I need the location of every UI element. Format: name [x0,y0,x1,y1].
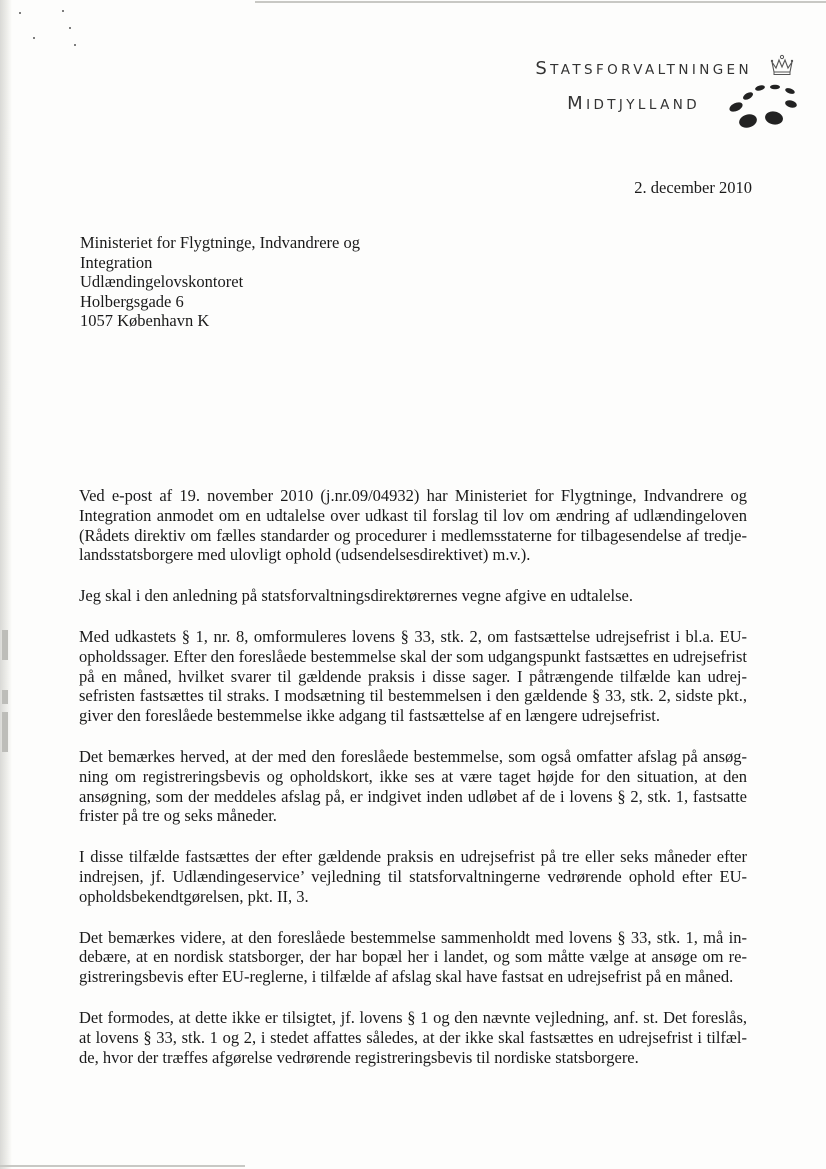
scan-edge [0,0,12,1169]
agency-region [567,93,700,114]
scan-artifact [2,712,8,752]
agency-name-text: STATSFORVALTNINGEN [535,58,752,79]
scan-speck [19,12,21,14]
recipient-line: Ministeriet for Flygtninge, Indvandrere og [80,233,360,252]
scan-border-top [255,1,826,3]
scan-speck [74,44,76,46]
agency-name [535,58,752,79]
dots-logo-icon [728,82,800,132]
scan-artifact [2,690,8,704]
body-paragraph: Med udkastets § 1, nr. 8, omformuleres lovens § 33, stk. 2, om fastsættelse udrejsefrist i bl.a. EU-opholdssager. Efter den foreslåede bestemmelse skal der som udgangspunkt fastsættes en udrejsefrist på en måned, hvilket svarer til gældende praksis i disse sager. I påtrængende tilfælde kan udrejsefristen fastsættes til straks. I modsætning til bestemmelsen i den gældende § 33, stk. 2, sidste pkt., giver den foreslåede bestemmelse ikke adgang til fastsættelse af en længere udrejsefrist. [79,626,747,726]
crown-icon [769,54,795,76]
recipient-line: Holbergsgade 6 [80,291,184,311]
body-paragraph: Det formodes, at dette ikke er tilsigtet, jf. lovens § 1 og den nævnte vejledning, anf. st. Det foreslås, at lovens § 33, stk. 1 og 2, i stedet affattes således, at der ikke skal fastsættes en udrejsefrist i tilfælde, hvor der træffes afgørelse vedrørende registreringsbevis til nordiske statsborgere. [79,1007,747,1067]
body-paragraph: Det bemærkes herved, at der med den foreslåede bestemmelse, som også omfatter afslag på ansøgning om registreringsbevis og opholdskort, ikke ses at være taget højde for den situation, at den ansøgning, som der meddeles afslag på, er indgivet inden udløbet af de i lovens § 2, stk. 1, fastsatte frister på tre og seks måneder. [79,746,747,826]
letter-body [79,486,747,1088]
recipient-line: Udlændingelovskontoret [80,272,244,291]
body-paragraph: Jeg skal i den anledning på statsforvaltningsdirektørernes vegne afgive en udtalelse. [79,586,633,606]
agency-region-text: MIDTJYLLAND [567,93,700,114]
scan-speck [62,10,64,12]
recipient-address [80,233,360,331]
recipient-line: Integration [80,252,153,272]
scan-speck [33,37,35,39]
recipient-line: 1057 København K [80,311,210,330]
scan-artifact [2,630,8,660]
letter-date: 2. december 2010 [634,178,752,197]
scan-speck [69,27,71,29]
body-paragraph: I disse tilfælde fastsættes der efter gældende praksis en udrejsefrist på tre eller seks måneder efter indrejsen, jf. Udlændingeservice’ vejledning til statsforvaltningerne vedrørende ophold efter EU-opholdsbekendtgørelsen, pkt. II, 3. [79,847,747,906]
scan-border-bottom [0,1165,245,1167]
body-paragraph: Ved e-post af 19. november 2010 (j.nr.09/04932) har Ministeriet for Flygtninge, Indvandrere og Integration anmodet om en udtalelse over udkast til forslag til lov om ændring af udlændingeloven (Rådets direktiv om fælles standarder og procedurer i medlemsstaterne for tilbagesendelse af tredjelandsstatsborgere med ulovligt ophold (udsendelsesdirektivet) m.v.). [79,486,747,565]
body-paragraph: Det bemærkes videre, at den foreslåede bestemmelse sammenholdt med lovens § 33, stk. 1, må indebære, at en nordisk statsborger, der har bopæl her i landet, og som måtte vælge at ansøge om registreringsbevis efter EU-reglerne, i tilfælde af afslag skal have fastsat en udrejsefrist på en måned. [79,927,747,987]
